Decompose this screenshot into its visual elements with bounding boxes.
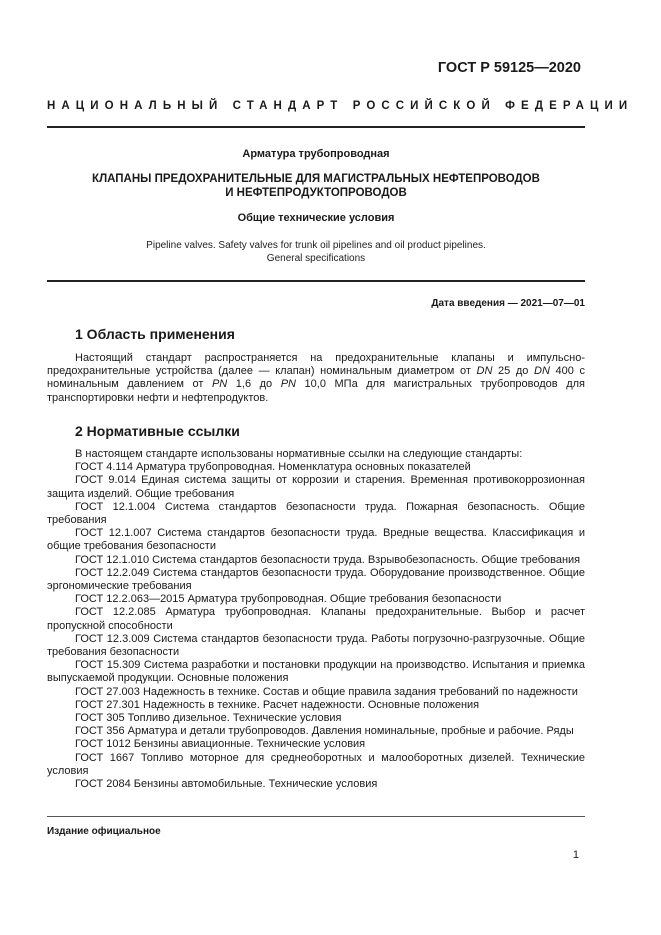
title-line-2: И НЕФТЕПРОДУКТОПРОВОДОВ: [225, 187, 407, 199]
page-number: 1: [572, 849, 579, 861]
reference-item: ГОСТ 9.014 Единая система защиты от коррозии и старения. Временная противокоррозионная защита изделий. Общие требования: [47, 474, 585, 500]
reference-item: ГОСТ 1012 Бензины авиационные. Технические условия: [75, 738, 366, 751]
section-2-heading: 2 Нормативные ссылки: [75, 423, 240, 439]
reference-item: ГОСТ 12.1.010 Система стандартов безопасности труда. Взрывобезопасность. Общие требования: [75, 553, 581, 566]
document-code: ГОСТ Р 59125—2020: [437, 60, 581, 76]
reference-item: ГОСТ 12.2.063—2015 Арматура трубопроводная. Общие требования безопасности: [75, 593, 502, 606]
reference-item: ГОСТ 12.2.085 Арматура трубопроводная. Клапаны предохранительные. Выбор и расчет пропускной способности: [47, 606, 585, 632]
reference-item: ГОСТ 12.1.007 Система стандартов безопасности труда. Вредные вещества. Классификация и общие требования безопасности: [47, 527, 585, 553]
standard-subtitle: Общие технические условия: [237, 212, 395, 224]
footer-divider: [47, 816, 585, 817]
section-1-heading: 1 Область применения: [75, 326, 235, 342]
reference-item: ГОСТ 356 Арматура и детали трубопроводов. Давления номинальные, пробные и рабочие. Ряды: [75, 725, 574, 738]
english-title: [47, 239, 585, 265]
english-title-line-1: Pipeline valves. Safety valves for trunk oil pipelines and oil product pipelines.: [146, 240, 486, 251]
english-title-line-2: General specifications: [266, 253, 366, 264]
reference-item: ГОСТ 12.2.049 Система стандартов безопасности труда. Оборудование производственное. Общие эргономические требования: [47, 566, 585, 593]
reference-item: ГОСТ 4.114 Арматура трубопроводная. Номенклатура основных показателей: [75, 461, 471, 474]
reference-item: ГОСТ 27.301 Надежность в технике. Расчет надежности. Основные положения: [75, 698, 480, 711]
reference-item: ГОСТ 27.003 Надежность в технике. Состав и общие правила задания требований по надежности: [75, 685, 578, 698]
reference-item: ГОСТ 1667 Топливо моторное для среднеоборотных и малооборотных дизелей. Технические условия: [47, 751, 585, 777]
standard-group: Арматура трубопроводная: [242, 148, 390, 160]
reference-item: ГОСТ 12.1.004 Система стандартов безопасности труда. Пожарная безопасность. Общие требования: [47, 500, 585, 527]
introduction-date: Дата введения — 2021—07—01: [431, 298, 585, 309]
reference-item: ГОСТ 305 Топливо дизельное. Технические условия: [75, 712, 342, 725]
header-divider: [47, 126, 585, 128]
official-edition-label: Издание официальное: [47, 826, 161, 837]
national-standard-heading: НАЦИОНАЛЬНЫЙ СТАНДАРТ РОССИЙСКОЙ ФЕДЕРАЦИИ: [47, 100, 634, 112]
title-line-1: КЛАПАНЫ ПРЕДОХРАНИТЕЛЬНЫЕ ДЛЯ МАГИСТРАЛЬНЫХ НЕФТЕПРОВОДОВ: [92, 173, 540, 185]
scope-paragraph: Настоящий стандарт распространяется на предохранительные клапаны и импульсно-предохранительные устройства (далее — клапан) номинальным диаметром от DN 25 до DN 400 с номинальным давлением от PN 1,6 до PN 10,0 МПа для магистральных трубопроводов для транспортировки нефти и нефтепродуктов.: [47, 352, 585, 404]
reference-item: ГОСТ 2084 Бензины автомобильные. Технические условия: [75, 778, 378, 791]
references-intro: В настоящем стандарте использованы нормативные ссылки на следующие стандарты:: [75, 448, 523, 460]
title-divider: [47, 280, 585, 282]
standard-title: [47, 172, 585, 200]
normative-references: [47, 448, 585, 791]
section-1-body: [47, 352, 585, 405]
reference-item: ГОСТ 12.3.009 Система стандартов безопасности труда. Работы погрузочно-разгрузочные. Общие требования безопасности: [47, 632, 585, 659]
reference-item: ГОСТ 15.309 Система разработки и постановки продукции на производство. Испытания и приемка выпускаемой продукции. Основные положения: [47, 659, 585, 685]
